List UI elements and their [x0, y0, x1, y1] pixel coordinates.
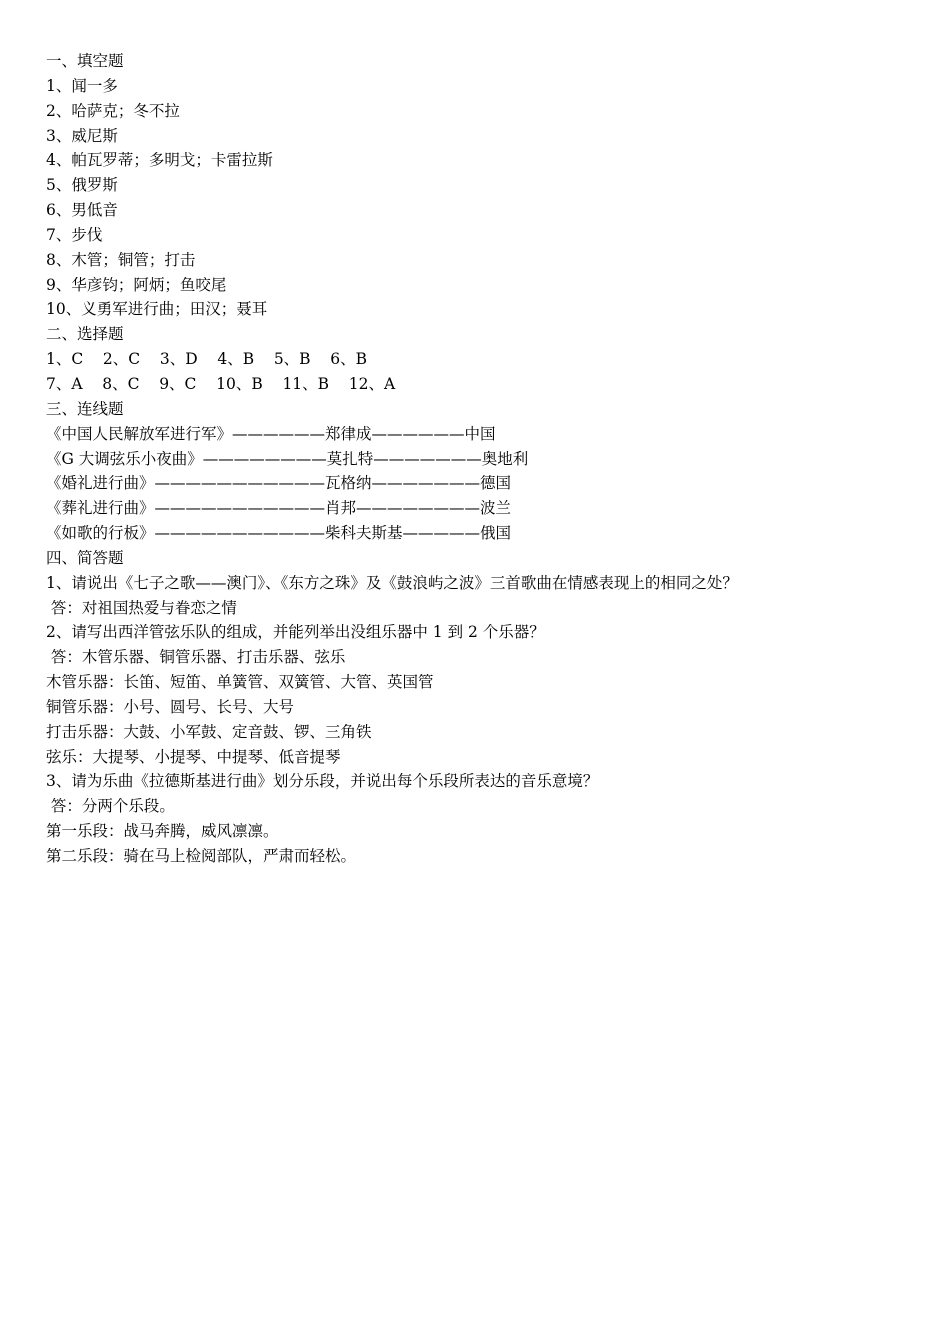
answer-line: 答：对祖国热爱与眷恋之情 [46, 598, 237, 617]
answer-line: 9、华彦钧；阿炳；鱼咬尾 [46, 275, 227, 294]
answer-line: 弦乐：大提琴、小提琴、中提琴、低音提琴 [46, 747, 341, 766]
answer-line: 5、俄罗斯 [46, 176, 118, 195]
matching-line: 《葬礼进行曲》———————————肖邦————————波兰 [46, 499, 512, 518]
answer-line: 2、哈萨克；冬不拉 [46, 101, 180, 120]
answer-line: 1、闻一多 [46, 76, 118, 95]
answer-line: 打击乐器：大鼓、小军鼓、定音鼓、锣、三角铁 [46, 722, 372, 741]
answer-line: 4、帕瓦罗蒂；多明戈；卡雷拉斯 [46, 151, 273, 170]
question-line: 3、请为乐曲《拉德斯基进行曲》划分乐段，并说出每个乐段所表达的音乐意境？ [46, 772, 599, 791]
matching-line: 《婚礼进行曲》———————————瓦格纳———————德国 [46, 474, 512, 493]
matching-line: 《G 大调弦乐小夜曲》————————莫扎特———————奥地利 [46, 449, 529, 468]
answer-line: 第一乐段：战马奔腾，威风凛凛。 [46, 822, 279, 841]
matching-line: 《中国人民解放军进行军》——————郑律成——————中国 [46, 424, 496, 443]
question-line: 2、请写出西洋管弦乐队的组成，并能列举出没组乐器中 1 到 2 个乐器？ [46, 623, 545, 642]
section-heading-matching: 三、连线题 [46, 399, 124, 418]
answer-line: 6、男低音 [46, 201, 118, 220]
section-heading-short-answer: 四、简答题 [46, 548, 124, 567]
answer-line: 10、义勇军进行曲；田汉；聂耳 [46, 300, 268, 319]
answer-line: 木管乐器：长笛、短笛、单簧管、双簧管、大管、英国管 [46, 673, 434, 692]
answer-line: 第二乐段：骑在马上检阅部队，严肃而轻松。 [46, 847, 357, 865]
answer-line: 8、木管；铜管；打击 [46, 250, 196, 269]
answer-line: 7、步伐 [46, 225, 103, 244]
section-heading-multiple-choice: 二、选择题 [46, 325, 124, 344]
choice-answers-row: 7、A 8、C 9、C 10、B 11、B 12、A [46, 374, 396, 393]
choice-answers-row: 1、C 2、C 3、D 4、B 5、B 6、B [46, 350, 368, 369]
answer-line: 答：分两个乐段。 [46, 797, 175, 816]
question-line: 1、请说出《七子之歌——澳门》、《东方之珠》及《鼓浪屿之波》三首歌曲在情感表现上的相同之处？ [46, 573, 738, 592]
answer-document [46, 49, 926, 869]
answer-line: 铜管乐器：小号、圆号、长号、大号 [46, 697, 295, 716]
answer-line: 答：木管乐器、铜管乐器、打击乐器、弦乐 [46, 648, 346, 667]
matching-line: 《如歌的行板》———————————柴科夫斯基—————俄国 [46, 524, 512, 543]
section-heading-fill-in: 一、填空题 [46, 52, 124, 70]
answer-line: 3、威尼斯 [46, 126, 118, 145]
